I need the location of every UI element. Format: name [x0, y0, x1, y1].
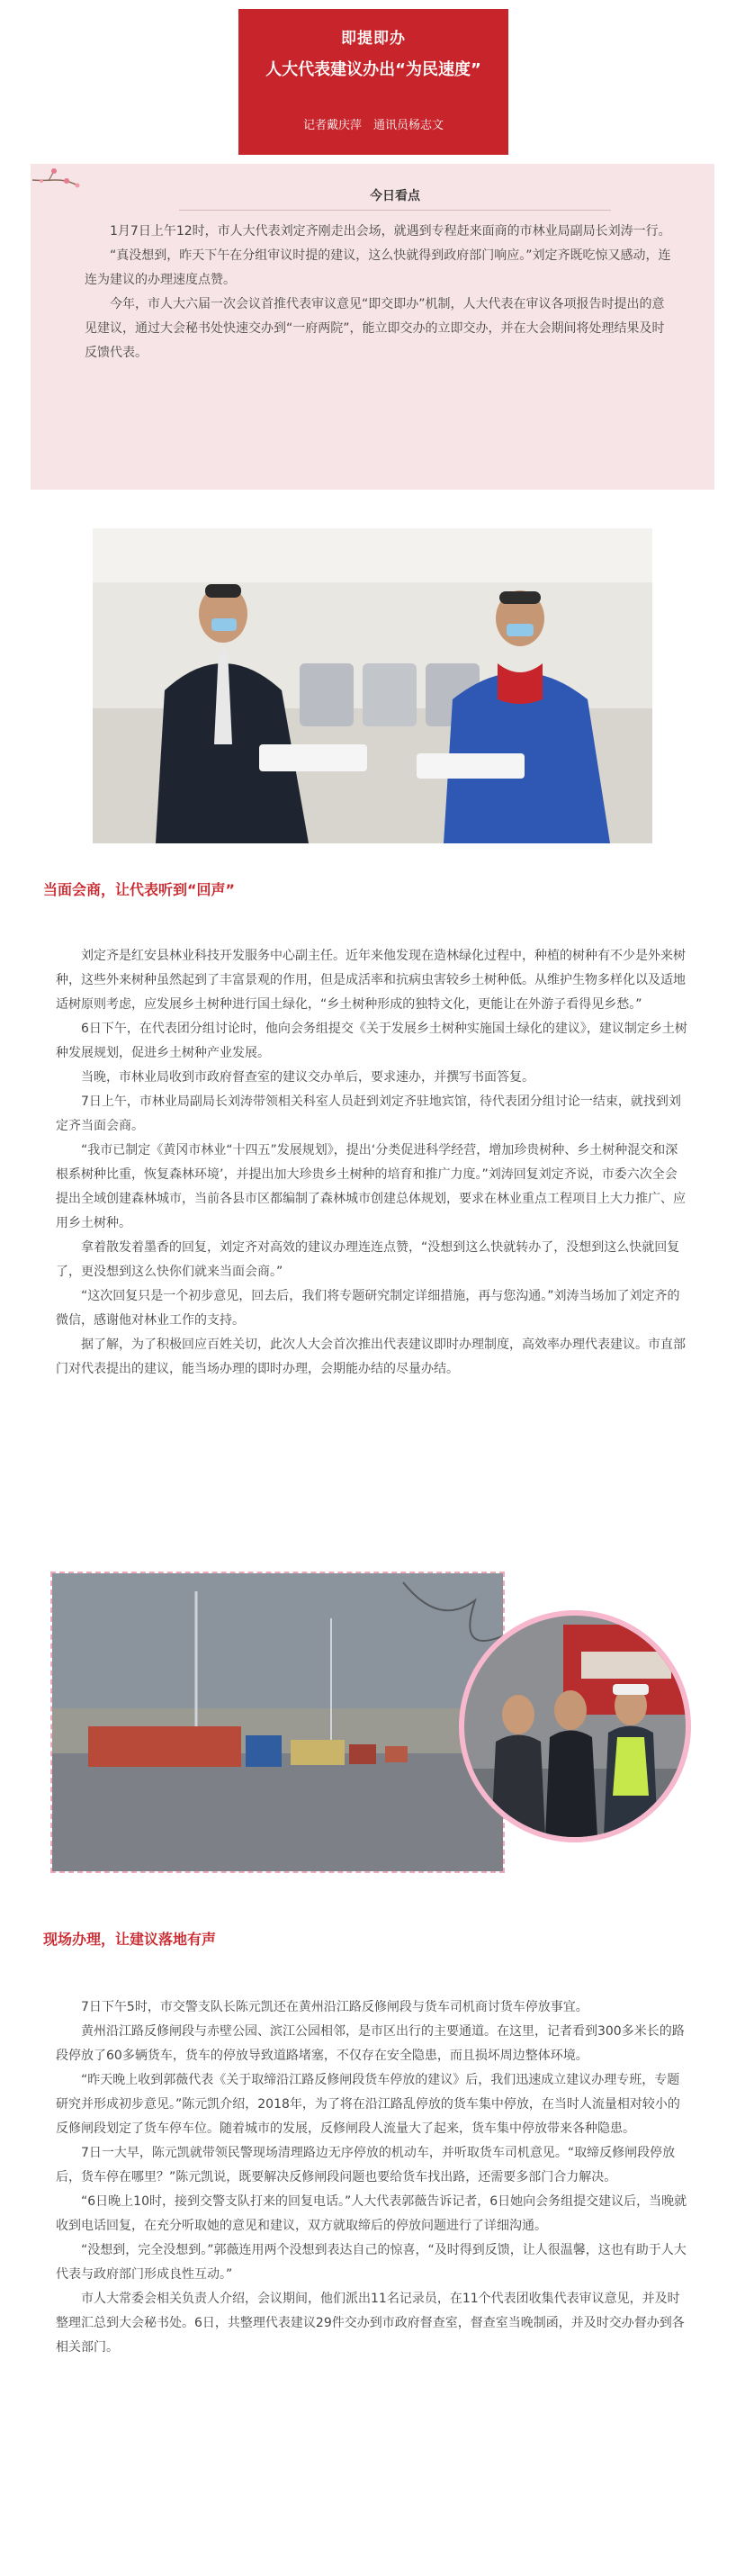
article-paragraph: “这次回复只是一个初步意见，回去后，我们将专题研究制定详细措施，再与您沟通。”刘涛当场加了刘定齐的微信，感谢他对林业工作的支持。 — [56, 1289, 680, 1328]
headline: 人大代表建议办出“为民速度” — [265, 60, 481, 79]
article-paragraph: “昨天晚上收到郭薇代表《关于取缔沿江路反修闸段货车停放的建议》后，我们迅速成立建议办理专班，专题研究并形成初步意见。”陈元凯介绍，2018年，为了将在沿江路乱停放的货车集中停放，在当时人流量相对较小的反修闸段划定了货车停车位。随着城市的发展，反修闸段人流量大了起来，货车集中停放带来各种隐患。 — [56, 2073, 680, 2136]
article-paragraph: 据了解，为了积极回应百姓关切，此次人大会首次推出代表建议即时办理制度，高效率办理代表建议。市直部门对代表提出的建议，能当场办理的即时办理，会期能办结的尽量办结。 — [56, 1338, 686, 1376]
road-trucks-photo-art — [52, 1573, 503, 1871]
inset-officers-photo-art — [464, 1616, 686, 1837]
article-paragraph: “没想到，完全没想到。”郭薇连用两个没想到表达自己的惊喜，“及时得到反馈，让人很温馨，这也有助于人大代表与政府部门形成良性互动。” — [56, 2243, 687, 2282]
meeting-photo — [93, 528, 652, 843]
article-paragraph: 7日上午，市林业局副局长刘涛带领相关科室人员赶到刘定齐驻地宾馆，待代表团分组讨论一结束，就找到刘定齐当面会商。 — [56, 1094, 681, 1133]
section-title-1: 当面会商，让代表听到“回声” — [43, 881, 236, 898]
byline: 记者戴庆萍 通讯员杨志文 — [302, 119, 444, 132]
article-paragraph: 7日下午5时，市交警支队长陈元凯还在黄州沿江路反修闸段与货车司机商讨货车停放事宜。 — [81, 2000, 588, 2014]
article-paragraph: 7日一大早，陈元凯就带领民警现场清理路边无序停放的机动车，并听取货车司机意见。“取缔反修闸段停放后，货车停在哪里？”陈元凯说，既要解决反修闸段问题也要给货车找出路，还需要多部门合力解决。 — [56, 2146, 676, 2184]
header-banner — [238, 9, 508, 155]
inset-inner — [464, 1616, 686, 1837]
article-paragraph: 6日下午，在代表团分组讨论时，他向会务组提交《关于发展乡土树种实施国土绿化的建议》，建议制定乡土树种发展规划，促进乡土树种产业发展。 — [56, 1022, 687, 1060]
kicker: 即提即办 — [341, 30, 406, 48]
article-paragraph: 刘定齐是红安县林业科技开发服务中心副主任。近年来他发现在造林绿化过程中，种植的树种有不少是外来树种，这些外来树种虽然起到了丰富景观的作用，但是成活率和抗病虫害较乡土树种低。从维护生物多样化以及适地适树原则考虑，应发展乡土树种进行国土绿化，“乡土树种形成的独特文化，更能让在外游子看得见乡愁。” — [56, 949, 686, 1012]
article-paragraph: 当晚，市林业局收到市政府督查室的建议交办单后，要求速办，并撰写书面答复。 — [81, 1070, 534, 1085]
article-paragraph: 黄州沿江路反修闸段与赤壁公园、滨江公园相邻，是市区出行的主要通道。在这里，记者看到300多米长的路段停放了60多辆货车，货车的停放导致道路堵塞，不仅存在安全隐患，而且损坏周边整体环境。 — [56, 2024, 685, 2063]
article-paragraph: “我市已制定《黄冈市林业“十四五”发展规划》，提出‘分类促进科学经营，增加珍贵树种、乡土树种混交和深根系树种比重，恢复森林环境’，并提出加大珍贵乡土树种的培育和推广力度。”刘涛回复刘定齐说，市委六次全会提出全域创建森林城市，当前各县市区都编制了森林城市创建总体规划，要求在林业重点工程项目上大力推广、应用乡土树种。 — [56, 1143, 686, 1230]
summary-paragraph: 1月7日上午12时，市人大代表刘定齐刚走出会场，就遇到专程赶来面商的市林业局副局长刘涛一行。 — [110, 224, 671, 239]
section-title-2: 现场办理，让建议落地有声 — [43, 1931, 217, 1948]
section-1-body — [56, 944, 689, 1382]
summary-paragraph: 今年，市人大六届一次会议首推代表审议意见“即交即办”机制，人大代表在审议各项报告时提出的意见建议，通过大会秘书处快速交办到“一府两院”，能立即交办的立即交办，并在大会期间将处理结果及时反馈代表。 — [85, 297, 665, 360]
summary-box — [31, 164, 714, 490]
summary-heading: 今日看点 — [179, 186, 611, 211]
section-2-body — [56, 1995, 689, 2360]
summary-body — [85, 220, 674, 365]
meeting-photo-art — [93, 528, 652, 843]
inset-officers-photo — [459, 1610, 691, 1842]
plum-branch-icon — [31, 164, 94, 209]
summary-paragraph: “真没想到，昨天下午在分组审议时提的建议，这么快就得到政府部门响应。”刘定齐既吃惊又感动，连连为建议的办理速度点赞。 — [85, 248, 671, 287]
article-paragraph: 拿着散发着墨香的回复，刘定齐对高效的建议办理连连点赞，“没想到这么快就转办了，没想到这么快就回复了，更没想到这么快你们就来当面会商。” — [56, 1240, 680, 1279]
road-trucks-photo — [50, 1572, 505, 1873]
article-paragraph: 市人大常委会相关负责人介绍，会议期间，他们派出11名记录员，在11个代表团收集代表审议意见，并及时整理汇总到大会秘书处。6日，共整理代表建议29件交办到市政府督查室，督查室当晚制函，并及时交办督办到各相关部门。 — [56, 2292, 685, 2355]
article-paragraph: “6日晚上10时，接到交警支队打来的回复电话。”人大代表郭薇告诉记者，6日她向会务组提交建议后，当晚就收到电话回复，在充分听取她的意见和建议，双方就取缔后的停放问题进行了详细沟通。 — [56, 2194, 687, 2233]
